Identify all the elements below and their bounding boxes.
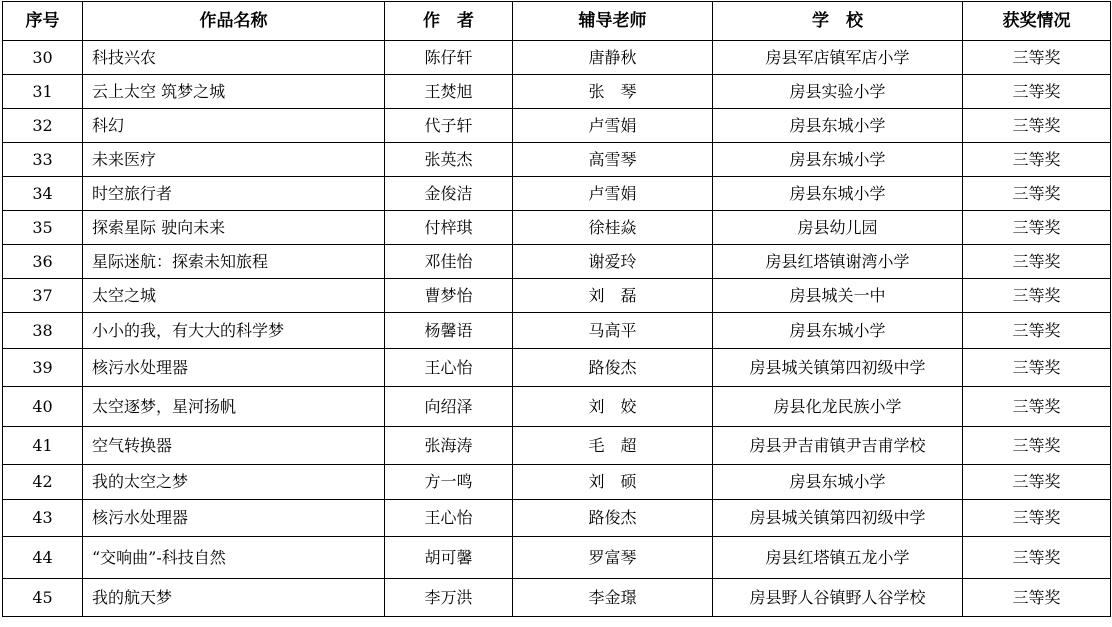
cell-teacher: 刘 磊	[513, 279, 713, 313]
cell-seq: 31	[3, 75, 83, 109]
cell-title: 科技兴农	[83, 41, 385, 75]
header-school: 学 校	[713, 2, 963, 41]
cell-award: 三等奖	[963, 109, 1111, 143]
cell-award: 三等奖	[963, 313, 1111, 349]
table-row	[3, 41, 1111, 75]
cell-teacher: 卢雪娟	[513, 177, 713, 211]
cell-title: 探索星际 驶向未来	[83, 211, 385, 245]
cell-author: 张英杰	[385, 143, 513, 177]
cell-school: 房县红塔镇谢湾小学	[713, 245, 963, 279]
cell-school: 房县尹吉甫镇尹吉甫学校	[713, 427, 963, 465]
cell-seq: 36	[3, 245, 83, 279]
cell-school: 房县东城小学	[713, 143, 963, 177]
cell-award: 三等奖	[963, 349, 1111, 387]
table-row	[3, 313, 1111, 349]
cell-award: 三等奖	[963, 211, 1111, 245]
cell-award: 三等奖	[963, 579, 1111, 617]
cell-teacher: 路俊杰	[513, 500, 713, 537]
cell-school: 房县城关镇第四初级中学	[713, 500, 963, 537]
table-row	[3, 349, 1111, 387]
cell-author: 曹梦怡	[385, 279, 513, 313]
awards-table	[2, 1, 1111, 617]
cell-author: 王心怡	[385, 500, 513, 537]
table-row	[3, 143, 1111, 177]
cell-school: 房县化龙民族小学	[713, 387, 963, 427]
table-row	[3, 579, 1111, 617]
cell-teacher: 张 琴	[513, 75, 713, 109]
cell-title: 未来医疗	[83, 143, 385, 177]
table-row	[3, 279, 1111, 313]
cell-teacher: 马高平	[513, 313, 713, 349]
cell-title: 我的太空之梦	[83, 465, 385, 500]
table-row	[3, 245, 1111, 279]
cell-seq: 41	[3, 427, 83, 465]
cell-teacher: 谢爱玲	[513, 245, 713, 279]
cell-seq: 43	[3, 500, 83, 537]
table-row	[3, 177, 1111, 211]
cell-award: 三等奖	[963, 245, 1111, 279]
table-row	[3, 75, 1111, 109]
cell-title: 核污水处理器	[83, 500, 385, 537]
cell-school: 房县实验小学	[713, 75, 963, 109]
table-row	[3, 465, 1111, 500]
cell-teacher: 刘 硕	[513, 465, 713, 500]
cell-teacher: 罗富琴	[513, 537, 713, 579]
cell-award: 三等奖	[963, 465, 1111, 500]
cell-school: 房县东城小学	[713, 177, 963, 211]
cell-award: 三等奖	[963, 500, 1111, 537]
table-row	[3, 500, 1111, 537]
cell-author: 李万洪	[385, 579, 513, 617]
cell-author: 向绍泽	[385, 387, 513, 427]
cell-author: 邓佳怡	[385, 245, 513, 279]
cell-seq: 38	[3, 313, 83, 349]
cell-award: 三等奖	[963, 279, 1111, 313]
cell-teacher: 卢雪娟	[513, 109, 713, 143]
cell-author: 陈仔轩	[385, 41, 513, 75]
cell-award: 三等奖	[963, 143, 1111, 177]
cell-author: 杨馨语	[385, 313, 513, 349]
cell-award: 三等奖	[963, 177, 1111, 211]
cell-author: 王焚旭	[385, 75, 513, 109]
cell-author: 方一鸣	[385, 465, 513, 500]
cell-teacher: 高雪琴	[513, 143, 713, 177]
cell-school: 房县军店镇军店小学	[713, 41, 963, 75]
cell-title: 时空旅行者	[83, 177, 385, 211]
cell-school: 房县东城小学	[713, 313, 963, 349]
cell-award: 三等奖	[963, 41, 1111, 75]
cell-school: 房县东城小学	[713, 109, 963, 143]
cell-title: “交响曲”-科技自然	[83, 537, 385, 579]
cell-seq: 35	[3, 211, 83, 245]
cell-author: 胡可馨	[385, 537, 513, 579]
cell-teacher: 唐静秋	[513, 41, 713, 75]
table-header-row	[3, 2, 1111, 41]
cell-seq: 32	[3, 109, 83, 143]
table-row	[3, 109, 1111, 143]
cell-teacher: 李金璟	[513, 579, 713, 617]
cell-teacher: 徐桂焱	[513, 211, 713, 245]
cell-title: 太空之城	[83, 279, 385, 313]
header-teacher: 辅导老师	[513, 2, 713, 41]
cell-school: 房县红塔镇五龙小学	[713, 537, 963, 579]
cell-title: 空气转换器	[83, 427, 385, 465]
cell-title: 核污水处理器	[83, 349, 385, 387]
cell-seq: 30	[3, 41, 83, 75]
cell-seq: 37	[3, 279, 83, 313]
table-row	[3, 387, 1111, 427]
cell-teacher: 刘 姣	[513, 387, 713, 427]
cell-title: 小小的我，有大大的科学梦	[83, 313, 385, 349]
cell-title: 太空逐梦，星河扬帆	[83, 387, 385, 427]
cell-award: 三等奖	[963, 75, 1111, 109]
cell-seq: 42	[3, 465, 83, 500]
cell-seq: 34	[3, 177, 83, 211]
cell-school: 房县野人谷镇野人谷学校	[713, 579, 963, 617]
cell-author: 付梓琪	[385, 211, 513, 245]
cell-award: 三等奖	[963, 537, 1111, 579]
cell-seq: 40	[3, 387, 83, 427]
table-row	[3, 427, 1111, 465]
cell-school: 房县城关镇第四初级中学	[713, 349, 963, 387]
cell-seq: 44	[3, 537, 83, 579]
table-row	[3, 211, 1111, 245]
cell-teacher: 路俊杰	[513, 349, 713, 387]
table-row	[3, 537, 1111, 579]
cell-seq: 45	[3, 579, 83, 617]
cell-title: 我的航天梦	[83, 579, 385, 617]
cell-award: 三等奖	[963, 387, 1111, 427]
cell-seq: 39	[3, 349, 83, 387]
cell-title: 星际迷航：探索未知旅程	[83, 245, 385, 279]
cell-school: 房县东城小学	[713, 465, 963, 500]
cell-author: 王心怡	[385, 349, 513, 387]
cell-author: 张海涛	[385, 427, 513, 465]
header-seq: 序号	[3, 2, 83, 41]
header-award: 获奖情况	[963, 2, 1111, 41]
cell-author: 金俊洁	[385, 177, 513, 211]
header-title: 作品名称	[83, 2, 385, 41]
cell-seq: 33	[3, 143, 83, 177]
cell-author: 代子轩	[385, 109, 513, 143]
cell-school: 房县城关一中	[713, 279, 963, 313]
header-author: 作 者	[385, 2, 513, 41]
cell-title: 云上太空 筑梦之城	[83, 75, 385, 109]
table-body	[3, 41, 1111, 617]
cell-school: 房县幼儿园	[713, 211, 963, 245]
cell-award: 三等奖	[963, 427, 1111, 465]
cell-teacher: 毛 超	[513, 427, 713, 465]
cell-title: 科幻	[83, 109, 385, 143]
